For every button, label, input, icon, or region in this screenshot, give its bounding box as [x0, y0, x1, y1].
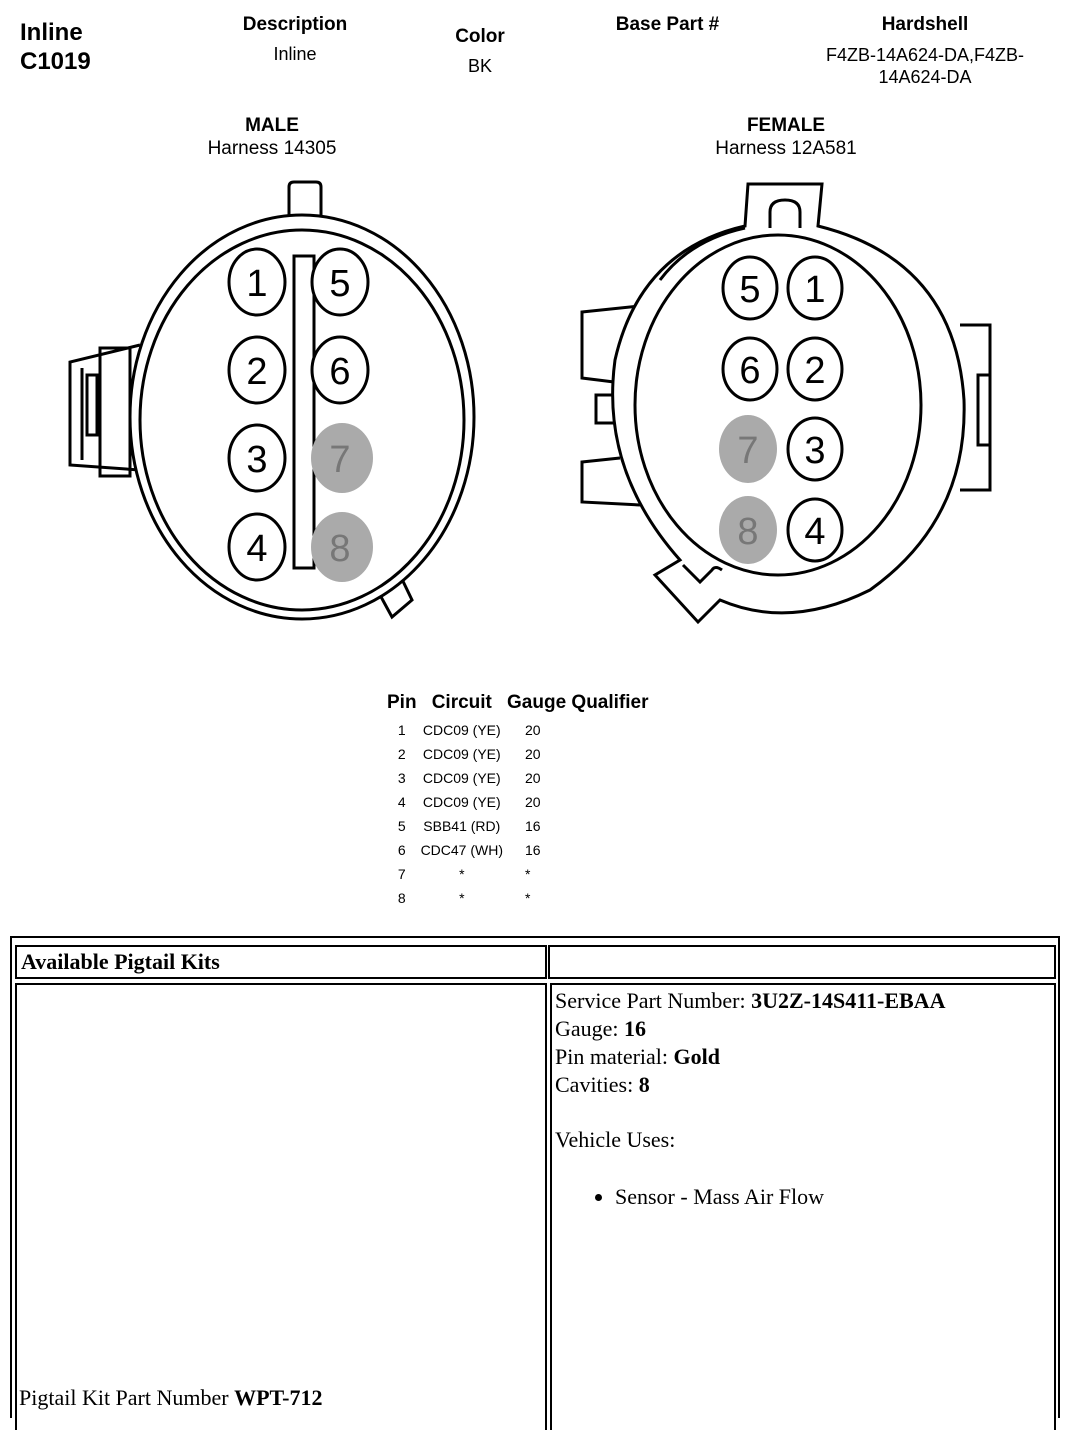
- male-pin-label: 4: [246, 528, 268, 570]
- pin-table-row: [383, 862, 653, 886]
- kit-value: WPT-712: [234, 1385, 323, 1410]
- male-pin-label: 6: [329, 351, 351, 393]
- male-pin-label: 2: [246, 351, 268, 393]
- cavities-label: Cavities:: [555, 1072, 639, 1097]
- male-pin: [229, 514, 285, 580]
- circuit-cell: CDC09 (YE): [422, 770, 501, 786]
- pin-table-row: [383, 886, 653, 910]
- hardshell-line1: F4ZB-14A624-DA,F4ZB-: [825, 45, 1025, 65]
- female-pin: [788, 418, 842, 480]
- cavities-line: [555, 1071, 945, 1099]
- base-part-label: Base Part #: [615, 14, 720, 35]
- male-pin-unused: [311, 423, 373, 493]
- female-pin: [723, 257, 777, 319]
- female-pin: [723, 338, 777, 400]
- service-part-line: [555, 987, 945, 1015]
- female-pin-label: 1: [804, 269, 826, 311]
- male-connector-diagram: [60, 175, 490, 625]
- circuit-cell: SBB41 (RD): [423, 818, 501, 834]
- gauge-cell: *: [525, 890, 531, 906]
- circuit-cell: CDC09 (YE): [422, 722, 501, 738]
- female-pin-label: 6: [739, 350, 761, 392]
- pin-cell: 1: [397, 722, 406, 738]
- female-pin-label: 4: [804, 511, 826, 553]
- pin-cell: 5: [397, 818, 406, 834]
- male-harness: Harness 14305: [207, 138, 337, 159]
- male-pin: [229, 337, 285, 403]
- pigtail-kit-number: [19, 1385, 323, 1411]
- vehicle-uses-label: Vehicle Uses:: [555, 1127, 676, 1152]
- description-label: Description: [242, 14, 348, 35]
- female-pin-label: 5: [739, 269, 761, 311]
- pin-material-line: [555, 1043, 945, 1071]
- kit-label: Pigtail Kit Part Number: [19, 1385, 235, 1410]
- gauge-cell: 20: [525, 770, 541, 786]
- male-pin: [229, 425, 285, 491]
- pigtail-details: [555, 987, 945, 1211]
- pigtail-details-cell: [550, 983, 1056, 1430]
- pin-table-row: [383, 766, 653, 790]
- pin-cell: 3: [397, 770, 406, 786]
- pin-cell: 8: [397, 890, 406, 906]
- pigtail-heading-cell: [15, 945, 547, 979]
- pin-material-value: Gold: [673, 1044, 720, 1069]
- female-pin: [788, 499, 842, 561]
- pin-cell: 2: [397, 746, 406, 762]
- color-label: Color: [455, 26, 505, 47]
- pigtail-heading-right-cell: [548, 945, 1056, 979]
- male-pin-label: 1: [246, 263, 268, 305]
- gauge-cell: 20: [525, 746, 541, 762]
- gauge-cell: 16: [525, 818, 541, 834]
- pin-cell: 6: [397, 842, 406, 858]
- male-pin: [229, 249, 285, 315]
- gauge-cell: 20: [525, 794, 541, 810]
- title-line2: C1019: [20, 48, 91, 75]
- pin-table-row: [383, 718, 653, 742]
- male-pin-label: 3: [246, 439, 268, 481]
- gauge-header: Gauge Qualifier: [507, 692, 649, 713]
- male-pin-unused: [311, 512, 373, 582]
- gauge-value: 16: [624, 1016, 647, 1041]
- color-value: BK: [467, 56, 492, 76]
- circuit-cell: CDC47 (WH): [420, 842, 504, 858]
- cavities-value: 8: [638, 1072, 650, 1097]
- description-value: Inline: [273, 44, 317, 64]
- hardshell-label: Hardshell: [881, 14, 969, 35]
- gauge-cell: *: [525, 866, 531, 882]
- female-harness: Harness 12A581: [715, 138, 857, 159]
- pin-header: Pin: [387, 692, 417, 713]
- circuit-header: Circuit: [431, 692, 492, 713]
- pin-table: [383, 692, 653, 910]
- female-pin-label: 8: [737, 511, 759, 553]
- vehicle-use-item: • Sensor - Mass Air Flow: [615, 1183, 945, 1211]
- connector-id: [20, 18, 91, 76]
- female-pin: [788, 257, 842, 319]
- female-label: FEMALE: [746, 115, 826, 136]
- circuit-cell: *: [459, 890, 465, 906]
- male-pin: [312, 249, 368, 315]
- gauge-cell: 20: [525, 722, 541, 738]
- vehicle-uses-list: [555, 1183, 945, 1211]
- gauge-label: Gauge:: [555, 1016, 625, 1041]
- gauge-cell: 16: [525, 842, 541, 858]
- female-pin-unused: [719, 415, 777, 483]
- pin-table-row: [383, 742, 653, 766]
- circuit-cell: CDC09 (YE): [422, 794, 501, 810]
- hardshell-value: [790, 44, 1060, 88]
- female-pin-label: 2: [804, 350, 826, 392]
- male-pin-label: 8: [329, 528, 351, 570]
- pin-cell: 7: [397, 866, 406, 882]
- pigtail-heading: Available Pigtail Kits: [21, 949, 220, 974]
- circuit-cell: *: [459, 866, 465, 882]
- male-pin: [312, 337, 368, 403]
- female-pin: [788, 338, 842, 400]
- gauge-line: [555, 1015, 945, 1043]
- pin-table-row: [383, 838, 653, 862]
- hardshell-line2: 14A624-DA: [878, 67, 972, 87]
- service-value: 3U2Z-14S411-EBAA: [751, 988, 946, 1013]
- title-line1: Inline: [20, 19, 83, 46]
- female-pin-unused: [719, 496, 777, 564]
- circuit-cell: CDC09 (YE): [422, 746, 501, 762]
- pin-cell: 4: [397, 794, 406, 810]
- male-label: MALE: [245, 115, 299, 136]
- pin-table-row: [383, 814, 653, 838]
- pigtail-kit-cell: [15, 983, 547, 1430]
- pin-material-label: Pin material:: [555, 1044, 674, 1069]
- female-pin-label: 7: [737, 430, 759, 472]
- service-label: Service Part Number:: [555, 988, 752, 1013]
- female-pin-label: 3: [804, 430, 826, 472]
- male-pin-label: 5: [329, 263, 351, 305]
- female-connector-diagram: [575, 175, 1000, 630]
- pin-table-row: [383, 790, 653, 814]
- male-pin-label: 7: [329, 439, 351, 481]
